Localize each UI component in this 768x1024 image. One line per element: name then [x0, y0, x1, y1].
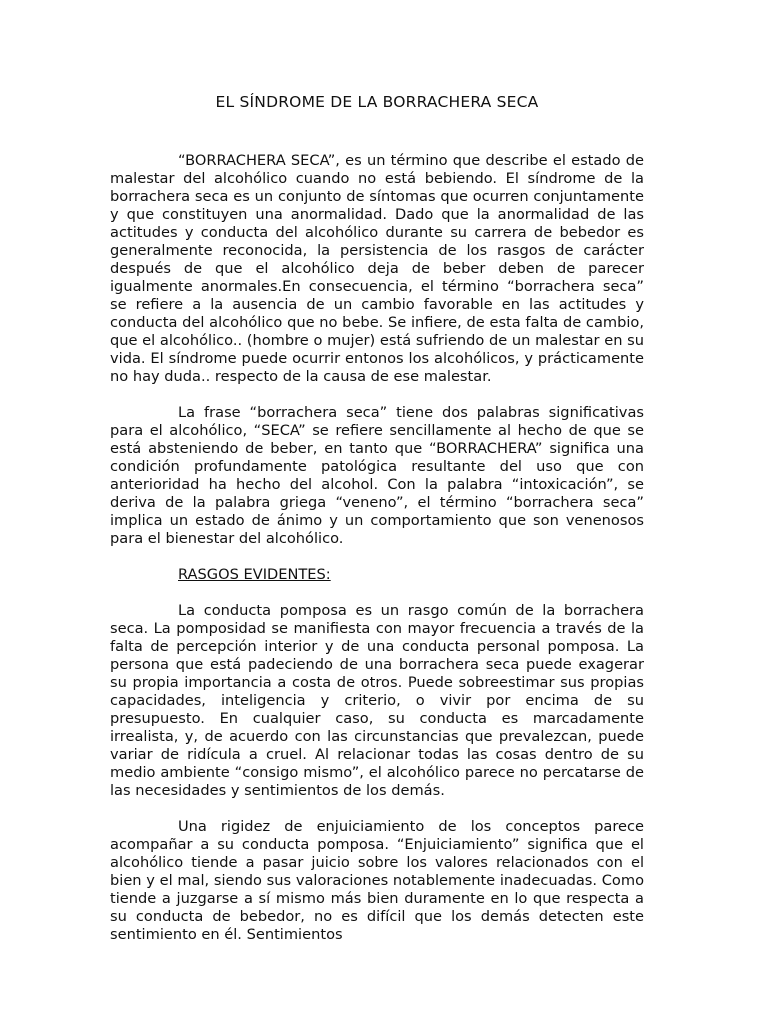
paragraph-conducta-pomposa: La conducta pomposa es un rasgo común de la borrachera seca. La pomposidad se manifiesta con mayor frecuencia a través de la falta de percepción interior y de una conducta personal pomposa. La persona que está padeciendo de una borrachera seca puede exagerar su propia importancia a costa de otros. Puede sobreestimar sus propias capacidades, inteligencia y criterio, o vivir por encima de su presupuesto. En cualquier caso, su conducta es marcadamente irrealista, y, de acuerdo con las circunstancias que prevalezcan, puede variar de ridícula a cruel. Al relacionar todas las cosas dentro de su medio ambiente “consigo mismo”, el alcohólico parece no percatarse de las necesidades y sentimientos de los demás. — [110, 602, 644, 799]
paragraph-definition: “BORRACHERA SECA”, es un término que describe el estado de malestar del alcohólico cuando no está bebiendo. El síndrome de la borrachera seca es un conjunto de síntomas que ocurren conjuntamente y que constituyen una anormalidad. Dado que la anormalidad de las actitudes y conducta del alcohólico durante su carrera de bebedor es generalmente reconocida, la persistencia de los rasgos de carácter después de que el alcohólico deja de beber deben de parecer igualmente anormales.En consecuencia, el término “borrachera seca” se refiere a la ausencia de un cambio favorable en las actitudes y conducta del alcohólico que no bebe. Se infiere, de esta falta de cambio, que el alcohólico.. (hombre o mujer) está sufriendo de un malestar en su vida. El síndrome puede ocurrir entonos los alcohólicos, y prácticamente no hay duda.. respecto de la causa de ese malestar. — [110, 152, 644, 385]
section-heading-rasgos: RASGOS EVIDENTES: — [178, 566, 331, 583]
document-title: EL SÍNDROME DE LA BORRACHERA SECA — [215, 93, 539, 111]
paragraph-phrase-meaning: La frase “borrachera seca” tiene dos palabras significativas para el alcohólico, “SECA” se refiere sencillamente al hecho de que se está absteniendo de beber, en tanto que “BORRACHERA” significa una condición profundamente patológica resultante del uso que con anterioridad ha hecho del alcohol. Con la palabra “intoxicación”, se deriva de la palabra griega “veneno”, el término “borrachera seca” implica un estado de ánimo y un comportamiento que son venenosos para el bienestar del alcohólico. — [110, 404, 644, 547]
paragraph-rigidez-enjuiciamiento: Una rigidez de enjuiciamiento de los conceptos parece acompañar a su conducta pomposa. “Enjuiciamiento” significa que el alcohólico tiende a pasar juicio sobre los valores relacionados con el bien y el mal, siendo sus valoraciones notablemente inadecuadas. Como tiende a juzgarse a sí mismo más bien duramente en lo que respecta a su conducta de bebedor, no es difícil que los demás detecten este sentimiento en él. Sentimientos — [110, 818, 644, 943]
document-body — [110, 152, 644, 944]
